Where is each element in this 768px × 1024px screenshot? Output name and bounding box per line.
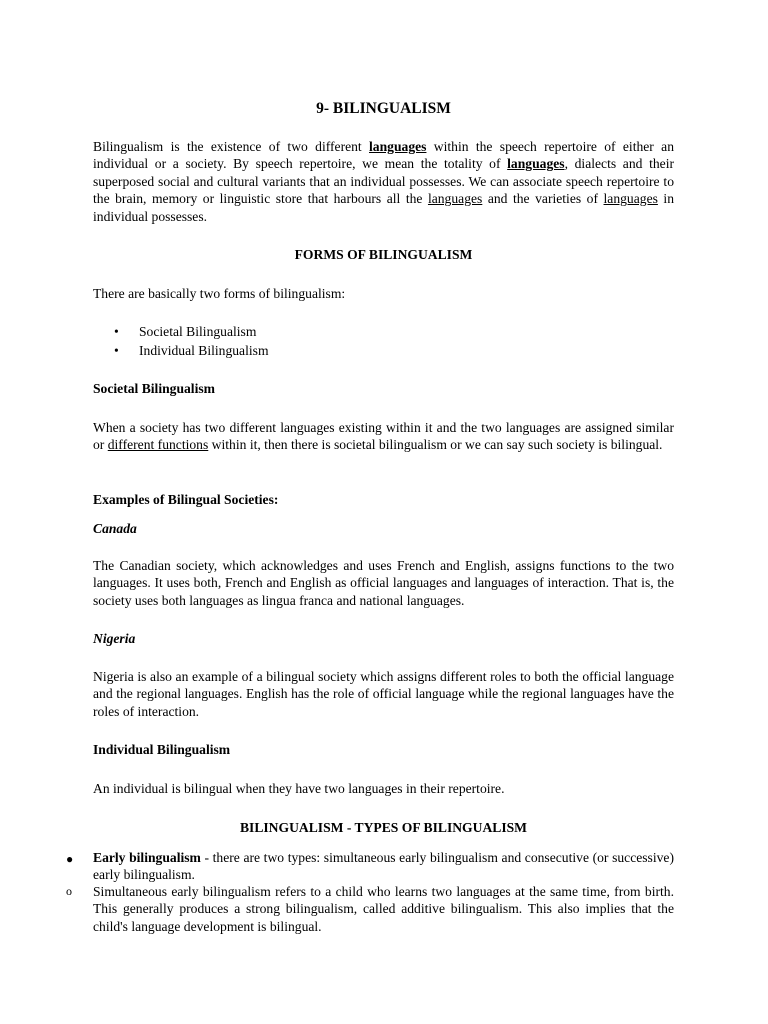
filled-bullet-icon: ● xyxy=(66,852,74,866)
languages-link-4[interactable]: languages xyxy=(603,191,658,207)
intro-paragraph xyxy=(93,138,674,225)
individual-paragraph: An individual is bilingual when they have two languages in their repertoire. xyxy=(93,781,505,796)
simultaneous-bilingualism-item: Simultaneous early bilingualism refers to a child who learns two languages at the same time, from birth. This generally produces a strong bilingualism, called additive bilingualism. This also implies that the child's language development is bilingual. xyxy=(93,884,674,934)
intro-text-4: and the varieties of xyxy=(482,191,604,207)
early-bilingualism-text: - there are two types: simultaneous early bilingualism and consecutive (or successive) early bilingualism. xyxy=(93,850,674,883)
early-bilingualism-item xyxy=(93,849,674,884)
individual-heading: Individual Bilingualism xyxy=(93,742,231,757)
canada-heading: Canada xyxy=(93,521,137,536)
bullet-icon: • xyxy=(114,324,119,339)
nigeria-paragraph: Nigeria is also an example of a bilingual society which assigns different roles to both the official language and the regional languages. English has the role of official language while the regional languages have the roles of interaction. xyxy=(93,669,674,719)
intro-text-2: within the speech repertoire of either an individual or a society. By speech repertoire, we mean the totality of xyxy=(93,139,674,172)
societal-text-2: within it, then there is societal bilingualism or we can say such society is bilingual. xyxy=(208,437,663,453)
societal-heading: Societal Bilingualism xyxy=(93,381,215,396)
languages-link-1[interactable]: languages xyxy=(369,139,427,154)
types-heading: BILINGUALISM - TYPES OF BILINGUALISM xyxy=(239,820,528,835)
canada-paragraph: The Canadian society, which acknowledges and uses French and English, assigns functions to the two languages. It uses both, French and English as official languages and languages of interaction. That is, the society uses both languages as lingua franca and national languages. xyxy=(93,558,674,608)
societal-paragraph xyxy=(93,419,674,454)
different-functions-link[interactable]: different functions xyxy=(107,437,209,453)
bullet-icon: • xyxy=(114,343,119,358)
hollow-bullet-icon: o xyxy=(66,884,72,898)
document-title: 9- BILINGUALISM xyxy=(316,100,451,117)
examples-heading: Examples of Bilingual Societies: xyxy=(93,492,279,507)
list-item: Societal Bilingualism xyxy=(139,324,257,339)
forms-intro: There are basically two forms of bilingualism: xyxy=(93,286,346,301)
list-item: Individual Bilingualism xyxy=(139,343,269,358)
intro-text-1: Bilingualism is the existence of two different xyxy=(93,139,370,154)
nigeria-heading: Nigeria xyxy=(93,631,136,646)
intro-text-5: in individual possesses. xyxy=(93,191,674,224)
early-bilingualism-term: Early bilingualism xyxy=(93,850,201,865)
intro-text-3: , dialects and their superposed social and cultural variants that an individual possesses. We can associate speech repertoire to the brain, memory or linguistic store that harbours all the xyxy=(93,156,674,207)
languages-link-3[interactable]: languages xyxy=(427,191,483,207)
societal-text-1: When a society has two different languages existing within it and the two languages are assigned similar or xyxy=(93,420,674,453)
languages-link-2[interactable]: languages xyxy=(507,156,565,172)
forms-heading: FORMS OF BILINGUALISM xyxy=(294,247,473,262)
